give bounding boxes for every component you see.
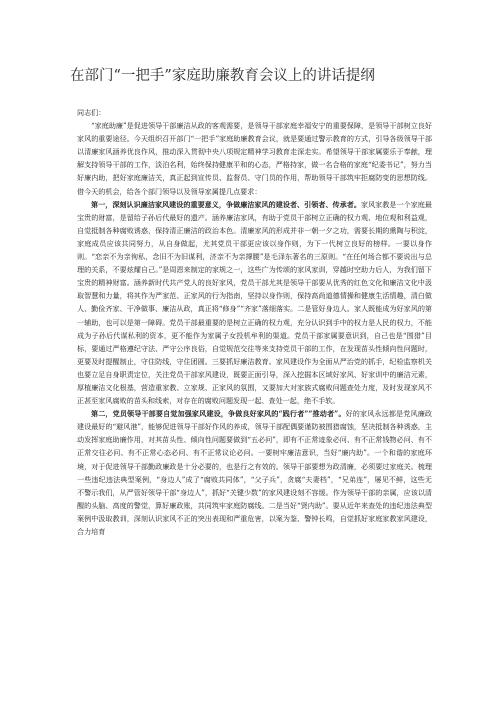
paragraph-first <box>77 198 432 408</box>
paragraph-heading: 第二，党员领导干部要自觉加强家风建设，争做良好家风的“践行者”“推动者”。 <box>91 409 346 419</box>
document-title: 在部门“一把手”家庭助廉教育会议上的讲话提纲 <box>70 68 375 84</box>
document-body <box>77 106 432 538</box>
paragraph-second <box>77 407 432 538</box>
greeting: 同志们： <box>77 108 106 117</box>
paragraph-text: 好的家风永远都是党风廉政建设最好的“避风港”，能够促进领导干部好作风的养成，领导干部配偶要谨防被围猎腐蚀，坚决抵制各种诱惑，主动发挥家庭助廉作用，对其苗头性、倾向性问题要做到“五必问”，即有不正常迹象必问、有不正常钱物必问、有不正常交往必问、有不正常心态必问、有不正常议论必问。一要树牢廉洁意识，当好“廉内助”。一个和谐的家庭环境，对于促进领导干部勤政廉政是十分必要的，也是行之有效的。领导干部要想为政清廉，必须要过家庭关。梳理一些违纪违法典型案例，“身边人”成了“腐败共同体”，“父子兵”，贪腐“夫妻档”，“兄弟连”，屡见不鲜，这些无不警示我们，从严管好领导干部“身边人”，抓好“关键少数”的家风建设刻不容缓。作为领导干部的亲属，应该以清醒的头脑、高度的警觉，算好廉政账，共同筑牢家庭防腐线。二是当好“贤内助”。要从近年来查处的违纪违法典型案例中汲取教训，深刻认识家风不正的突出表现和严重危害，以案为鉴、警钟长鸣，自觉抓好家庭家教家风建设，合力培育 <box>77 409 433 536</box>
paragraph-text: 家风家教是一个家庭最宝贵的财富，是留给子孙后代最好的遗产。涵养廉洁家风，有助于党员干部树立正确的权力观、地位观和利益观，自觉抵制各种腐败诱惑，保持清正廉洁的政治本色。清廉家风的形成并非一朝一夕之功，需要长期的熏陶与积淀，家庭成员应该共同努力，从自身做起，尤其党员干部更应该以身作则，为下一代树立良好的榜样。一要以身作则。“恋亲不为亲徇私，念旧不为旧谋利，济亲不为亲撑腰”是毛泽东著名的三原则。“在任何场合都不要说出与总理的关系，不要炫耀自己。”是周恩来制定的家规之一，这些广为传颂的家风家训，穿越时空助力后人，为我们留下宝贵的精神财富。涵养新时代共产党人的良好家风，党员干部尤其是领导干部要从优秀的红色文化和廉洁文化中汲取智慧和力量，将其作为严家范、正家风的行为指南，坚持以身作则，保持高尚道德情操和健康生活情趣，清白做人、勤俭齐家、干净做事、廉洁从政，真正将“修身”“齐家”落细落实。二是管好身边人。家人既能成为好家风的第一辅助，也可以是第一障碍。党员干部最重要的是树立正确的权力观，充分认识到手中的权力是人民的权力，不能成为子孙后代谋私利的资本，更不能作为家属子女投机牟利的渠道。党员干部家属要意识到，自己也是“围猎”目标，要通过严格遵纪守法、严守公序良俗，自觉规范交往等来支持党员干部的工作，在发现苗头性倾向性问题时，更要及时提醒制止，守住防线，守住团圆。三要抓好廉洁教育。家风建设作为全面从严治党的抓手，纪检监察机关也要立足自身职责定位，关注党员干部家风建设，既要正面引导，深入挖掘本区域好家风、好家训中的廉洁元素，厚植廉洁文化根基，营造重家教、立家规、正家风的氛围，又要加大对家族式腐败问题查处力度，及时发现家风不正甚至家风腐败的苗头和线索，对存在的腐败问题发现一起、查处一起，绝不手软。 <box>77 199 433 406</box>
paragraph-text: “家庭助廉”是促进领导干部廉洁从政的客观需要，是领导干部家庭幸福安宁的重要保障，是领导干部树立良好家风的重要途径。今天组织召开部门“一把手”家庭助廉教育会议，就是要通过警示教育的方式，引导各级领导干部以清廉家风涵养优良作风，推动深入贯彻中央八项规定精神学习教育走深走实。希望领导干部家属要乐于奉献，理解支持领导干部的工作，淡泊名利，始终保持健康平和的心态，严格持家，做一名合格的家庭“纪委书记”，努力当好廉内助，把好家庭廉洁关，真正起到宣传员、监督员、守门员的作用，帮助领导干部筑牢拒腐防变的思想防线。借今天的机会，给各个部门领导以及领导家属提几点要求： <box>77 121 432 196</box>
paragraph-intro <box>77 119 432 198</box>
paragraph-heading: 第一，深刻认识廉洁家风建设的重要意义，争做廉洁家风的建设者、引领者、传承者。 <box>91 199 361 209</box>
